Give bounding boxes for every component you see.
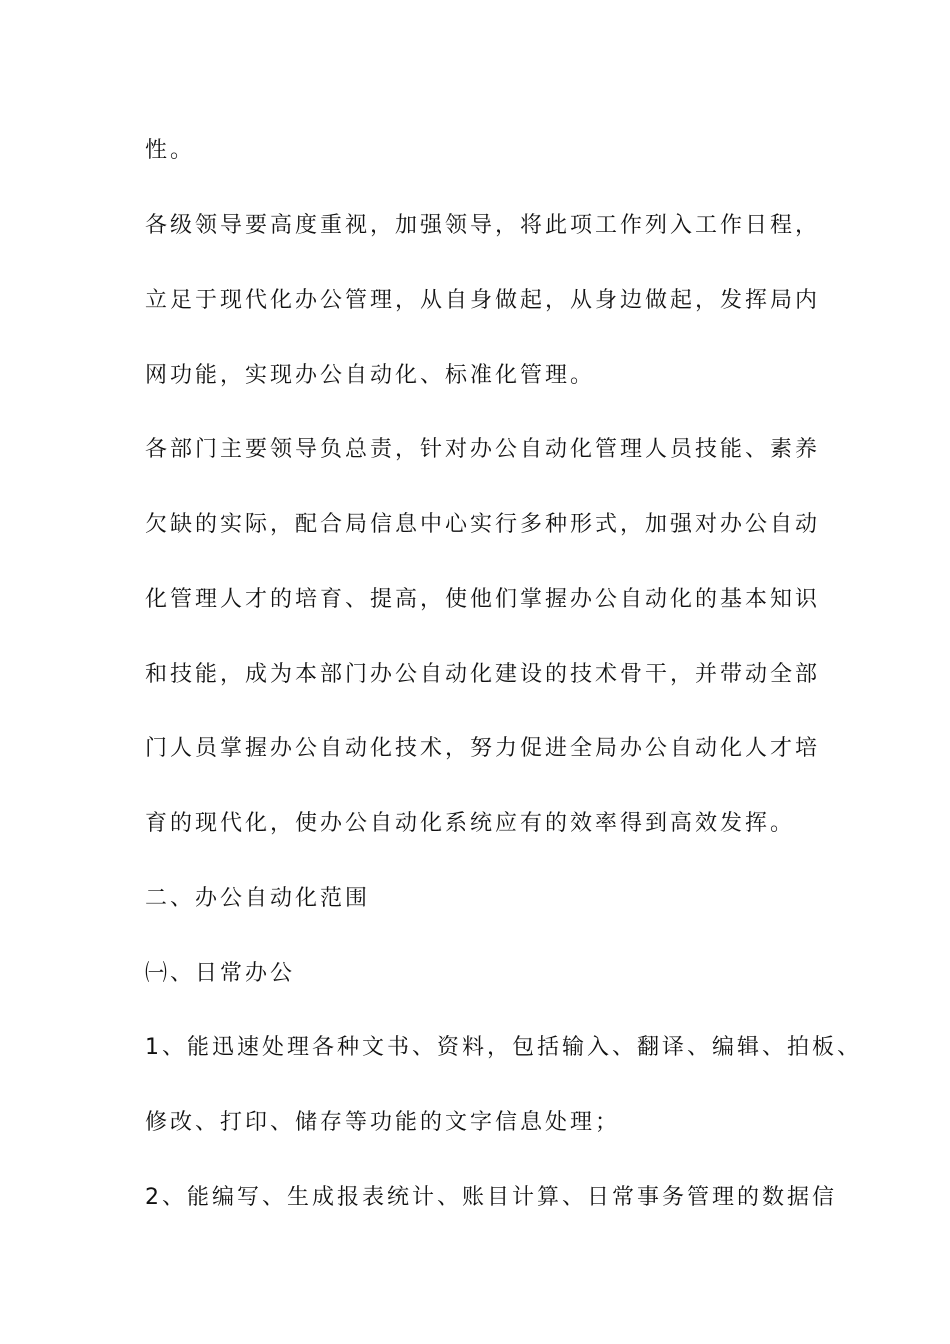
paragraph-line: 立足于现代化办公管理，从自身做起，从身边做起，发挥局内 <box>145 288 821 313</box>
paragraph-line: 化管理人才的培育、提高，使他们掌握办公自动化的基本知识 <box>145 587 821 612</box>
paragraph-line: 育的现代化，使办公自动化系统应有的效率得到高效发挥。 <box>145 811 796 836</box>
list-item-line: 1、能迅速处理各种文书、资料，包括输入、翻译、编辑、拍板、 <box>145 1035 862 1060</box>
paragraph-line: 各部门主要领导负总责，针对办公自动化管理人员技能、素养 <box>145 437 821 462</box>
section-heading: 二、办公自动化范围 <box>145 886 371 911</box>
paragraph-line: 各级领导要高度重视，加强领导，将此项工作列入工作日程， <box>145 213 821 238</box>
paragraph-line: 欠缺的实际，配合局信息中心实行多种形式，加强对办公自动 <box>145 512 821 537</box>
list-item-line: 2、能编写、生成报表统计、账目计算、日常事务管理的数据信 <box>145 1185 837 1210</box>
list-item-line: 修改、打印、储存等功能的文字信息处理； <box>145 1110 621 1135</box>
paragraph-line: 性。 <box>145 138 196 163</box>
paragraph-line: 网功能，实现办公自动化、标准化管理。 <box>145 363 596 388</box>
subsection-heading: ㈠、日常办公 <box>145 961 296 986</box>
paragraph-line: 和技能，成为本部门办公自动化建设的技术骨干，并带动全部 <box>145 662 821 687</box>
paragraph-line: 门人员掌握办公自动化技术，努力促进全局办公自动化人才培 <box>145 736 821 761</box>
